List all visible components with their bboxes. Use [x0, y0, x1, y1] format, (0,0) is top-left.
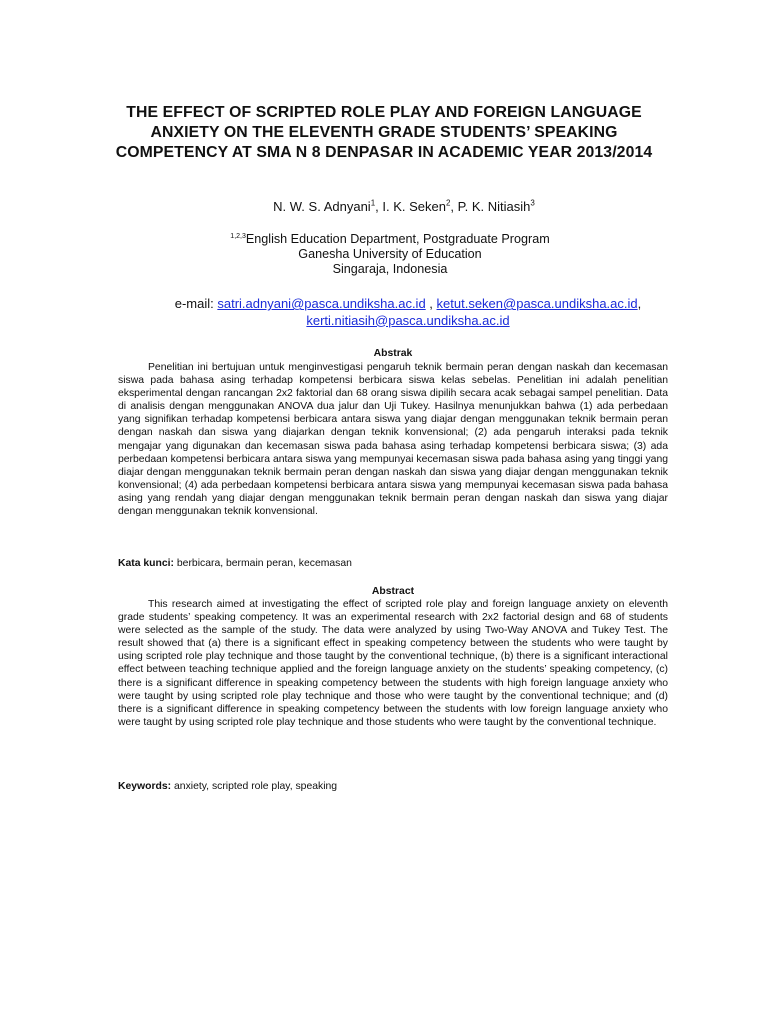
kata-kunci-values: berbicara, bermain peran, kecemasan — [176, 558, 352, 569]
abstrak-heading: Abstrak — [373, 348, 413, 359]
author-separator: , — [450, 199, 458, 214]
kata-kunci-label: Kata kunci: — [118, 558, 175, 569]
email-line — [140, 313, 676, 330]
abstract-heading: Abstract — [371, 586, 415, 597]
email-link-adnyani[interactable]: satri.adnyani@pasca.undiksha.ac.id — [217, 296, 426, 311]
affiliation-department-line — [200, 232, 580, 247]
author-separator: , — [375, 199, 383, 214]
paper-title: THE EFFECT OF SCRIPTED ROLE PLAY AND FOREIGN LANGUAGE ANXIETY ON THE ELEVENTH GRADE STUDENTS’ SPEAKING COMPETENCY AT SMA N 8 DENPASAR IN ACADEMIC YEAR 2013/2014 — [115, 104, 653, 161]
affiliation-department: English Education Department, Postgraduate Program — [245, 232, 550, 246]
keywords-label: Keywords: — [118, 781, 172, 792]
abstrak-body: Penelitian ini bertujuan untuk menginvestigasi pengaruh teknik bermain peran dengan naskah dan kecemasan siswa pada bahasa asing terhadap kompetensi berbicara siswa kelas sebelas. Penelitian ini adalah penelitian eksperimental dengan rancangan 2x2 faktorial dan 68 orang siswa dipilih secara acak sebagai sampel penelitian. Data di analisis dengan menggunakan ANOVA dua jalur dan Uji Tukey. Hasilnya menunjukkan bahwa (1) ada perbedaan yang signifikan terhadap kompetensi berbicara antara siswa yang diajar dengan menggunakan teknik bermain peran dengan naskah dan siswa yang diajarkan dengan teknik konvensional; (2) ada pengaruh interaksi pada teknik mengajar yang digunakan dan kecemasan siswa pada bahasa asing terhadap kompetensi berbicara siswa; (3) ada perbedaan kompetensi berbicara antara siswa yang mempunyai kecemasan siswa pada bahasa asing yang tinggi yang diajar dengan menggunakan teknik bermain peran dengan naskah dan siswa yang diajar dengan menggunakan teknik konvensional; (4) ada perbedaan kompetensi berbicara antara siswa yang mempunyai kecemasan siswa pada bahasa asing yang rendah yang diajar dengan menggunakan teknik bermain peran dengan naskah dan siswa yang diajar dengan menggunakan teknik konvensional. — [118, 362, 668, 518]
author-affiliation-mark: 2 — [445, 198, 451, 208]
author-affiliation-mark: 1 — [370, 198, 376, 208]
email-block — [140, 296, 676, 329]
email-link-seken[interactable]: ketut.seken@pasca.undiksha.ac.id — [436, 296, 638, 311]
email-link-nitiasih[interactable]: kerti.nitiasih@pasca.undiksha.ac.id — [306, 312, 510, 328]
affiliation-university: Ganesha University of Education — [298, 247, 482, 262]
affiliation-block — [200, 232, 580, 278]
author-affiliation-mark: 3 — [530, 198, 535, 208]
affiliation-location: Singaraja, Indonesia — [332, 262, 448, 277]
email-separator: , — [637, 296, 642, 311]
affiliation-mark: 1,2,3 — [230, 232, 246, 240]
author-name: P. K. Nitiasih — [457, 199, 531, 214]
author-name: N. W. S. Adnyani — [273, 199, 371, 214]
keywords-line — [118, 780, 668, 793]
abstract-body: This research aimed at investigating the effect of scripted role play and foreign language anxiety on eleventh grade students’ speaking competency. It was an experimental research with 2x2 factorial design and 68 of students were selected as the sample of the study. The data were analyzed by using Two-Way ANOVA and Tukey Test. The result showed that (a) there is a significant effect in speaking competency between the students who were taught by using scripted role play technique and those taught by the conventional technique, (b) there is a significant interactional effect between teaching technique applied and the foreign language anxiety on the students’ speaking competency, (c) there is a significant difference in speaking competency between the students with high foreign language anxiety who were taught by using scripted role play technique and those who were taught by the conventional technique; and (d) there is a significant difference in speaking competency between the students with low foreign language anxiety who were taught by using scripted role play technique and those students who were taught by the conventional technique. — [118, 599, 668, 728]
keywords-values: anxiety, scripted role play, speaking — [174, 781, 338, 792]
author-line — [0, 199, 768, 215]
email-label: e-mail: — [174, 296, 218, 311]
email-separator: , — [425, 296, 437, 311]
kata-kunci-line — [118, 557, 668, 570]
author-name: I. K. Seken — [382, 199, 446, 214]
email-line — [140, 296, 676, 313]
